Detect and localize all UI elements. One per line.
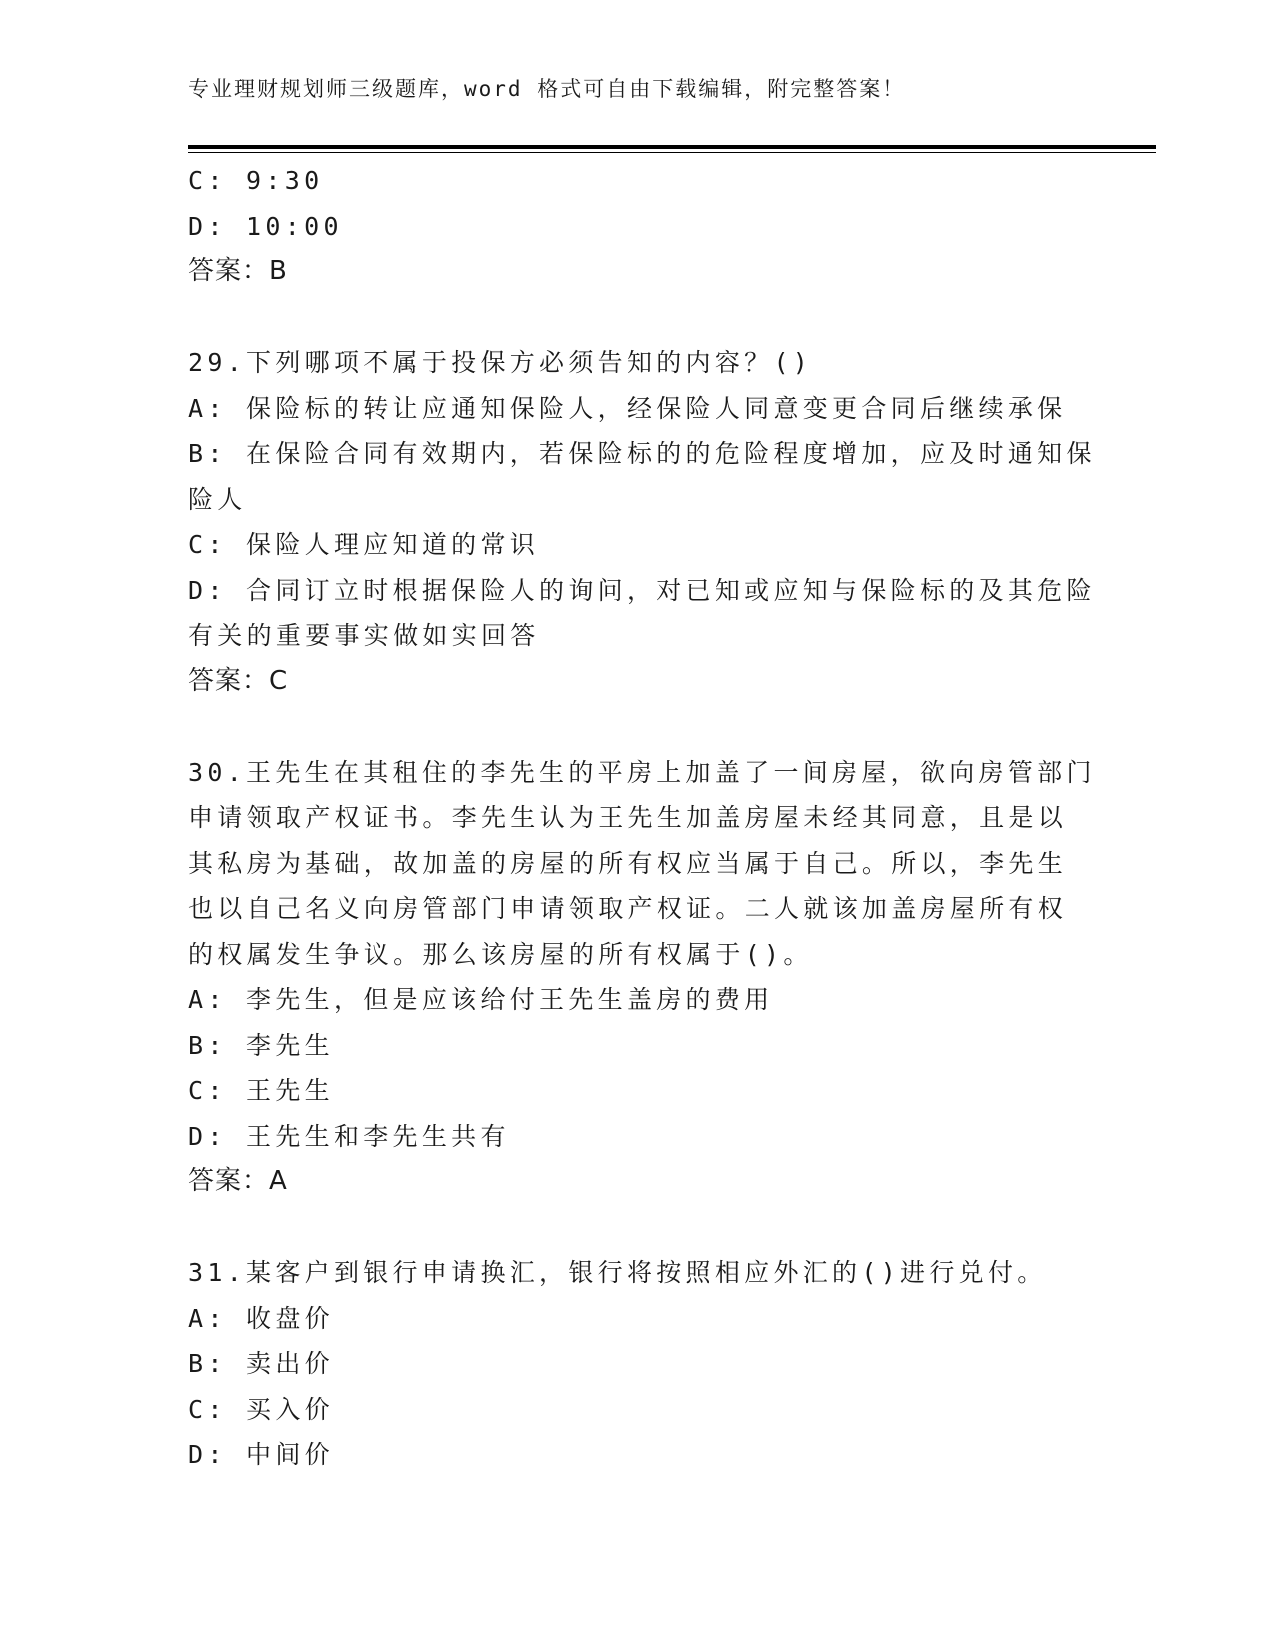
option-c: C: 保险人理应知道的常识 [188, 530, 540, 559]
option-c: C: 买入价 [188, 1394, 334, 1424]
question-31 [188, 1250, 1088, 1478]
header-divider-thick [188, 145, 1156, 149]
header-divider-thin [188, 152, 1156, 153]
option-b: B: 卖出价 [188, 1349, 334, 1378]
option-d: D: 王先生和李先生共有 [188, 1121, 510, 1151]
question-stem-continued: 也以自己名义向房管部门申请领取产权证。二人就该加盖房屋所有权 [188, 894, 1068, 923]
option-c: C: 王先生 [188, 1076, 334, 1105]
question-stem-continued: 其私房为基础，故加盖的房屋的所有权应当属于自己。所以，李先生 [188, 848, 1068, 878]
answer-line: 答案：C [188, 665, 289, 696]
option-a: A: 保险标的转让应通知保险人，经保险人同意变更合同后继续承保 [188, 393, 1067, 423]
spacer [188, 704, 1088, 750]
option-a: A: 收盘价 [188, 1303, 334, 1333]
question-29 [188, 340, 1096, 704]
question-stem-continued: 申请领取产权证书。李先生认为王先生加盖房屋未经其同意，且是以 [188, 803, 1068, 832]
page-header: 专业理财规划师三级题库，word 格式可自由下载编辑，附完整答案！ [188, 77, 906, 101]
option-d: D: 中间价 [188, 1440, 334, 1469]
question-stem: 30.王先生在其租住的李先生的平房上加盖了一间房屋，欲向房管部门 [188, 757, 1096, 787]
answer-line: 答案：A [188, 1166, 288, 1196]
option-b-continued: 险人 [188, 484, 247, 514]
question-28-tail [188, 158, 1088, 295]
spacer [188, 1205, 1088, 1251]
option-d: D: 合同订立时根据保险人的询问，对已知或应知与保险标的及其危险 [188, 575, 1096, 605]
spacer [188, 295, 1088, 341]
question-stem: 29.下列哪项不属于投保方必须告知的内容？() [188, 348, 813, 377]
question-30 [188, 750, 1096, 1205]
document-body [188, 158, 1096, 1478]
option-d: D: 10:00 [188, 211, 343, 241]
option-c: C: 9:30 [188, 166, 324, 195]
answer-line: 答案：B [188, 256, 288, 286]
question-stem-continued: 的权属发生争议。那么该房屋的所有权属于()。 [188, 939, 813, 969]
option-a: A: 李先生，但是应该给付王先生盖房的费用 [188, 985, 774, 1014]
question-stem: 31.某客户到银行申请换汇，银行将按照相应外汇的()进行兑付。 [188, 1258, 1047, 1287]
option-b: B: 李先生 [188, 1030, 334, 1060]
option-d-continued: 有关的重要事实做如实回答 [188, 621, 540, 650]
option-b: B: 在保险合同有效期内，若保险标的的危险程度增加，应及时通知保 [188, 439, 1096, 468]
